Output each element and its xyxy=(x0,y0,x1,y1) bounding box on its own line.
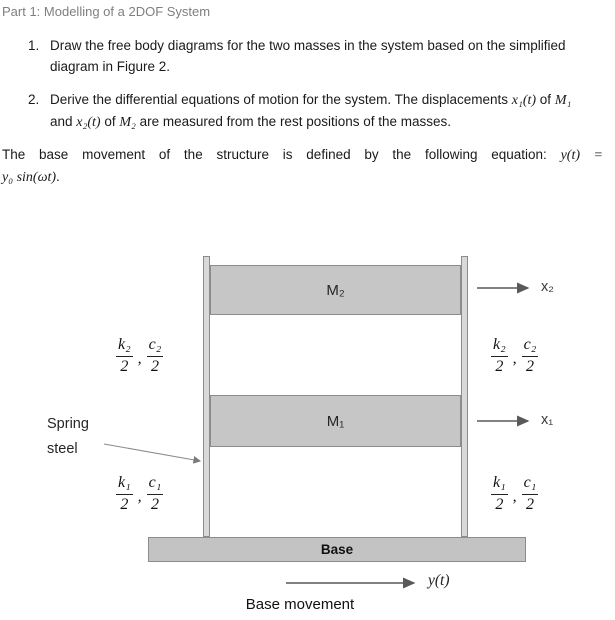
task-1-text: Draw the free body diagrams for the two masses in the system based on the simplified diagram in Figure 2. xyxy=(50,38,566,74)
comma: , xyxy=(137,488,142,505)
upper-left-spring-damper-label xyxy=(116,336,163,377)
paragraph-text-end: . xyxy=(56,168,60,184)
mass-m2-label: M₂ xyxy=(326,281,345,299)
base-movement-label: Base movement xyxy=(245,596,355,613)
spring-steel-label xyxy=(47,412,89,461)
frac-numerator: c₁ xyxy=(147,474,164,495)
mass-m2-box xyxy=(210,265,461,315)
frac-numerator: k₁ xyxy=(491,474,508,495)
task-2-text-part: Derive the differential equations of motion for the system. The displacements xyxy=(50,92,512,107)
math-m1: M₁ xyxy=(554,93,572,108)
comma: , xyxy=(512,488,517,505)
base-label: Base xyxy=(320,542,354,557)
spring-steel-line-2: steel xyxy=(47,440,78,457)
x2-displacement-label: x₂ xyxy=(541,279,554,295)
base-movement-paragraph xyxy=(2,145,603,188)
comma: , xyxy=(512,350,517,367)
yt-label: y(t) xyxy=(428,572,450,589)
base-box xyxy=(148,537,526,562)
frac-denominator: 2 xyxy=(495,357,504,375)
c1-fraction xyxy=(522,474,539,515)
frac-denominator: 2 xyxy=(526,495,534,513)
frac-numerator: c₂ xyxy=(147,336,164,357)
k2-fraction xyxy=(491,336,508,377)
c1-fraction xyxy=(147,474,164,515)
math-y0-sin: y₀ sin(ωt) xyxy=(2,169,57,185)
comma: , xyxy=(137,350,142,367)
frac-denominator: 2 xyxy=(151,495,159,513)
task-2-text-part: are measured from the rest positions of the masses. xyxy=(135,113,452,129)
paragraph-line-2 xyxy=(2,167,603,189)
c2-fraction xyxy=(522,336,539,377)
frac-denominator: 2 xyxy=(120,495,129,513)
right-column xyxy=(461,256,468,537)
task-item-2 xyxy=(28,90,595,133)
frac-numerator: c₁ xyxy=(522,474,539,495)
upper-right-spring-damper-label xyxy=(491,336,538,377)
frac-numerator: k₂ xyxy=(116,336,133,357)
task-2-text-part: of xyxy=(100,113,120,129)
lower-left-spring-damper-label xyxy=(116,474,163,515)
mass-m1-label: M₁ xyxy=(326,412,345,430)
frac-denominator: 2 xyxy=(120,357,129,375)
frac-numerator: k₁ xyxy=(116,474,133,495)
k1-fraction xyxy=(491,474,508,515)
spring-steel-pointer-arrow xyxy=(104,444,200,461)
lower-right-spring-damper-label xyxy=(491,474,538,515)
task-2-text-part: and xyxy=(50,113,77,129)
k1-fraction xyxy=(116,474,133,515)
math-yt-equals: y(t) = xyxy=(560,148,603,163)
math-x2t: x₂(t) xyxy=(76,114,101,130)
frac-denominator: 2 xyxy=(495,495,504,513)
mass-m1-box xyxy=(210,395,461,447)
task-1-number: 1. xyxy=(28,38,40,53)
frac-numerator: c₂ xyxy=(522,336,539,357)
frac-numerator: k₂ xyxy=(491,336,508,357)
task-2-number: 2. xyxy=(28,92,40,107)
paragraph-line-1 xyxy=(2,145,603,167)
paragraph-text: The base movement of the structure is defined by the following equation: xyxy=(2,147,561,162)
spring-steel-line-1: Spring xyxy=(47,416,89,432)
math-x1t: x₁(t) xyxy=(511,93,537,108)
x1-displacement-label: x₁ xyxy=(541,412,554,428)
task-2-text-part: of xyxy=(536,92,555,107)
frac-denominator: 2 xyxy=(151,357,159,375)
left-column xyxy=(203,256,210,537)
math-m2: M₂ xyxy=(119,114,136,130)
task-2-text xyxy=(50,90,595,133)
page-title: Part 1: Modelling of a 2DOF System xyxy=(2,4,211,19)
task-item-1 xyxy=(28,36,595,78)
k2-fraction xyxy=(116,336,133,377)
c2-fraction xyxy=(147,336,164,377)
frac-denominator: 2 xyxy=(526,357,534,375)
